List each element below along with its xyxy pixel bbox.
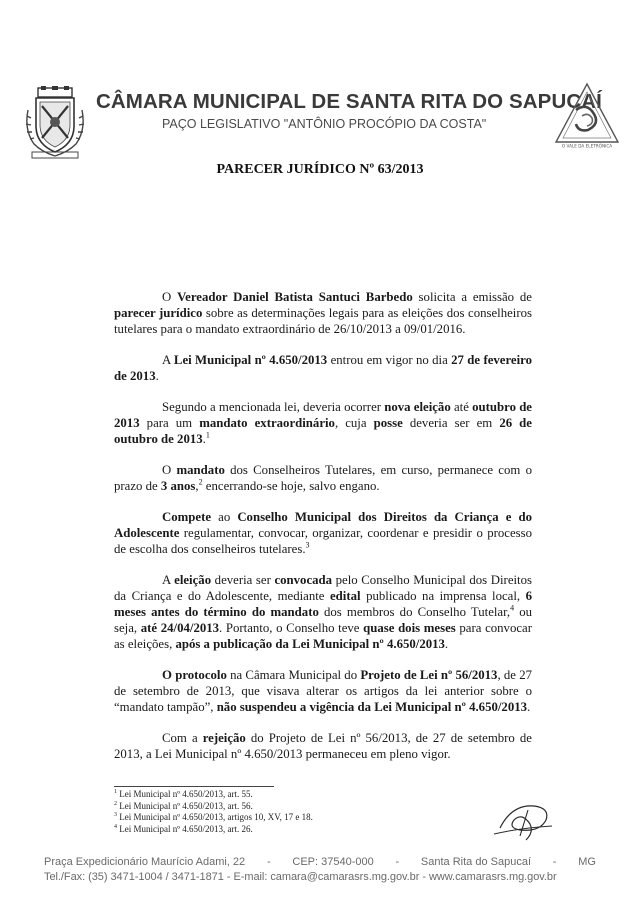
institution-name: CÂMARA MUNICIPAL DE SANTA RITA DO SAPUCAÍ <box>96 90 602 113</box>
footer-address-line: Praça Expedicionário Maurício Adami, 22 - CEP: 37540-000 - Santa Rita do Sapucaí - MG <box>44 856 596 868</box>
seal-text: O VALE DA ELETRÔNICA <box>561 143 613 149</box>
footnotes <box>114 789 414 835</box>
electronics-valley-seal-icon <box>552 80 622 150</box>
paragraph-6: A eleição deveria ser convocada pelo Conselho Municipal dos Direitos da Criança e do Adolescente, mediante edital publicado na imprensa local, 6 meses antes do término do mandato dos membros do Conselho Tutelar,$^4$ ou seja, até 24/04/2013. Portanto, o Conselho teve quase dois meses para convocar as eleições, após a publicação da Lei Municipal nº 4.650/2013. <box>114 573 533 651</box>
footnote-ref-1: 1 <box>205 430 210 440</box>
paragraph-1: O Vereador Daniel Batista Santuci Barbedo solicita a emissão de parecer jurídico sobre as determinações legais para as eleições dos conselheiros tutelares para o mandato extraordinário de 26/10/2013 a 09/01/2016. <box>114 290 532 336</box>
footnote-ref-2: 2 <box>198 477 203 487</box>
footer-state: MG <box>578 856 596 868</box>
institution-subtitle: PAÇO LEGISLATIVO "ANTÔNIO PROCÓPIO DA COSTA" <box>162 117 487 131</box>
document-title: PARECER JURÍDICO Nº 63/2013 <box>216 162 424 177</box>
paragraph-7: O protocolo na Câmara Municipal do Projeto de Lei nº 56/2013, de 27 de setembro de 2013, que visava alterar os artigos da lei anterior sobre o “mandato tampão”, não suspendeu a vigência da Lei Municipal nº 4.650/2013. <box>114 668 532 714</box>
footnote-ref-4: 4 <box>510 603 515 613</box>
paragraph-2: A Lei Municipal nº 4.650/2013 entrou em vigor no dia 27 de fevereiro de 2013. <box>114 353 533 383</box>
footer-contact: Tel./Fax: (35) 3471-1004 / 3471-1871 - E-mail: camara@camarasrs.mg.gov.br - www.camarasrs.mg.gov.br <box>44 871 557 883</box>
paragraph-5: Compete ao Conselho Municipal dos Direitos da Criança e do Adolescente regulamentar, convocar, organizar, coordenar e presidir o processo de escolha dos conselheiros tutelares.$^3$ <box>114 510 532 556</box>
footnote-3: $^3$ Lei Municipal nº 4.650/2013, artigos 10, XV, 17 e 18. <box>114 812 313 823</box>
footnote-ref-3: 3 <box>305 540 310 550</box>
paragraph-3: Segundo a mencionada lei, deveria ocorrer nova eleição até outubro de 2013 para um mandato extraordinário, cuja posse deveria ser em 26 de outubro de 2013.$^1$ <box>114 400 532 446</box>
footnote-divider <box>114 786 274 787</box>
footer-city: Santa Rita do Sapucaí <box>420 856 531 868</box>
document-body <box>114 289 532 777</box>
signature-initials <box>490 798 556 844</box>
footnote-1: $^1$ Lei Municipal nº 4.650/2013, art. 55. <box>114 789 253 799</box>
footer-address: Praça Expedicionário Maurício Adami, 22 <box>44 856 246 868</box>
page-footer <box>44 855 596 885</box>
footnote-2: $^2$ Lei Municipal nº 4.650/2013, art. 56. <box>114 800 253 811</box>
footer-cep: CEP: 37540-000 <box>292 856 374 868</box>
municipal-crest-icon <box>22 86 88 160</box>
paragraph-4: O mandato dos Conselheiros Tutelares, em curso, permanece com o prazo de 3 anos,$^2$ encerrando-se hoje, salvo engano. <box>114 463 532 493</box>
footnote-4: $^4$ Lei Municipal nº 4.650/2013, art. 26. <box>114 823 253 834</box>
paragraph-8: Com a rejeição do Projeto de Lei nº 56/2013, de 27 de setembro de 2013, a Lei Municipal nº 4.650/2013 permaneceu em pleno vigor. <box>114 731 532 761</box>
